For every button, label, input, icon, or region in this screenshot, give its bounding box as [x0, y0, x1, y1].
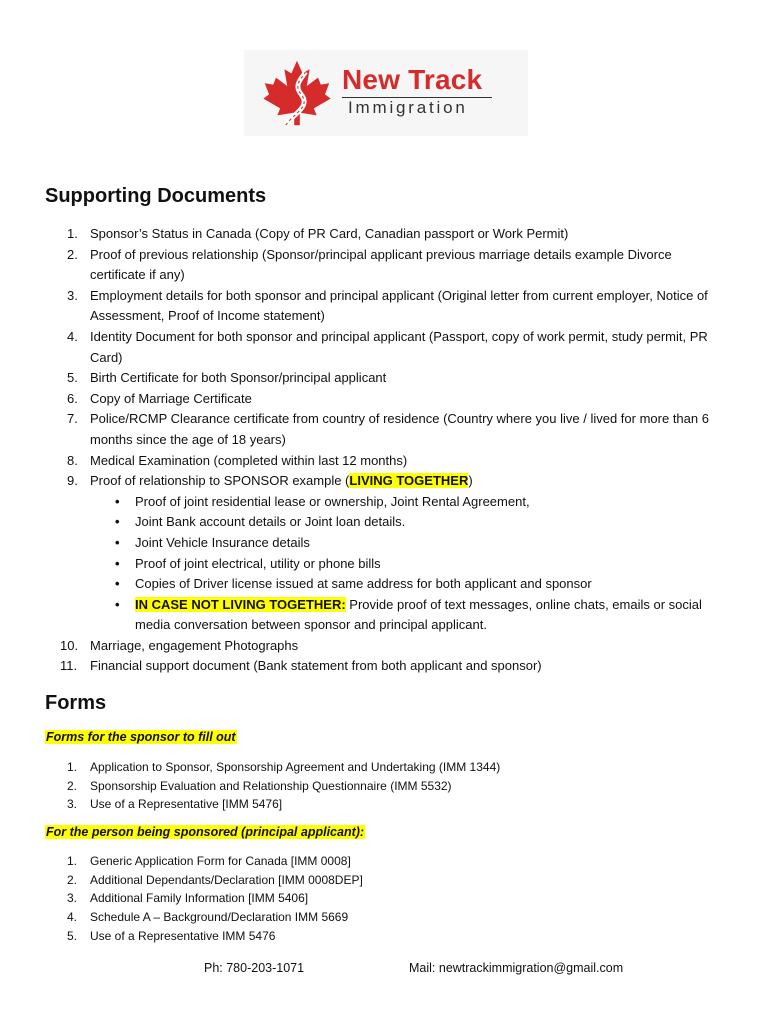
bullet-item: • Proof of joint electrical, utility or phone bills [90, 554, 725, 575]
maple-leaf-road-icon [262, 58, 332, 128]
not-living-together-highlight: IN CASE NOT LIVING TOGETHER: [135, 596, 346, 612]
list-item: 4. Schedule A – Background/Declaration IMM 5669 [67, 910, 349, 925]
list-item: 10. Marriage, engagement Photographs [60, 637, 299, 653]
list-item: 2. Additional Dependants/Declaration [IMM 0008DEP] [67, 872, 363, 887]
list-item: 1. Application to Sponsor, Sponsorship Agreement and Undertaking (IMM 1344) [67, 760, 501, 774]
sponsor-forms-list [45, 758, 725, 814]
company-logo [244, 50, 528, 136]
bullet-icon: • [115, 493, 120, 509]
footer-email[interactable]: Mail: newtrackimmigration@gmail.com [409, 961, 624, 975]
list-item-relationship-proof: 9. Proof of relationship to SPONSOR example (LIVING TOGETHER) • Proof of joint residential lease or ownership, Joint Rental Agreement, • Joint Bank account details or Joint loan details. • Joint Vehicle Insurance details • Proof of joint electrical, utility or phone bills • Copies of Driver license issued at same address for both applicant and sponsor • IN CASE NOT LIVING TOGETHER: Provide proof of text messages, online chats, emails or social media conversation between sponsor and principal applicant. [45, 471, 725, 636]
applicant-forms-list [45, 852, 725, 946]
list-item: 7. Police/RCMP Clearance certificate from country of residence (Country where you live / lived for more than 6 months since the age of 18 years) [67, 411, 709, 447]
supporting-documents-heading: Supporting Documents [45, 185, 267, 207]
relationship-proof-bullets [90, 492, 725, 636]
list-item: 4. Identity Document for both sponsor and principal applicant (Passport, copy of work permit, study permit, PR Card) [67, 328, 708, 365]
bullet-icon: • [115, 576, 120, 592]
supporting-documents-list [45, 224, 725, 677]
list-item: 3. Use of a Representative [IMM 5476] [67, 797, 283, 812]
list-item: 1. Sponsor’s Status in Canada (Copy of PR Card, Canadian passport or Work Permit) [67, 226, 569, 241]
list-item: 3. Employment details for both sponsor and principal applicant (Original letter from current employer, Notice of Assessment, Proof of Income statement) [67, 287, 708, 324]
bullet-item: • Proof of joint residential lease or ownership, Joint Rental Agreement, [90, 492, 725, 513]
bullet-icon: • [115, 534, 120, 550]
forms-heading: Forms [45, 692, 107, 714]
bullet-icon: • [115, 596, 120, 612]
applicant-forms-heading: For the person being sponsored (principal applicant): [46, 825, 365, 839]
list-item: 2. Sponsorship Evaluation and Relationship Questionnaire (IMM 5532) [67, 778, 452, 793]
list-item: 5. Birth Certificate for both Sponsor/principal applicant [67, 370, 387, 386]
logo-subtitle: Immigration [348, 98, 468, 117]
bullet-item: • IN CASE NOT LIVING TOGETHER: Provide proof of text messages, online chats, emails or social media conversation between sponsor and principal applicant. [115, 596, 702, 633]
bullet-item: • Joint Bank account details or Joint loan details. [90, 512, 725, 533]
list-item: 8. Medical Examination (completed within last 12 months) [67, 452, 408, 468]
list-item: 5. Use of a Representative IMM 5476 [67, 928, 276, 943]
list-item: 3. Additional Family Information [IMM 5406] [67, 891, 309, 906]
list-item: 1. Generic Application Form for Canada [IMM 0008] [67, 854, 351, 868]
bullet-icon: • [115, 514, 120, 530]
living-together-highlight: LIVING TOGETHER [349, 473, 469, 489]
sponsor-forms-heading: Forms for the sponsor to fill out [46, 730, 236, 744]
list-item: 2. Proof of previous relationship (Sponsor/principal applicant previous marriage details example Divorce certificate if any) [67, 246, 672, 283]
logo-title: New Track [342, 64, 483, 95]
list-item: 6. Copy of Marriage Certificate [67, 390, 252, 406]
bullet-item: • Copies of Driver license issued at same address for both applicant and sponsor [90, 574, 725, 595]
list-item: 11. Financial support document (Bank statement from both applicant and sponsor) [60, 658, 542, 674]
bullet-icon: • [115, 555, 120, 571]
bullet-item: • Joint Vehicle Insurance details [90, 533, 725, 554]
footer-phone: Ph: 780-203-1071 [204, 961, 305, 975]
